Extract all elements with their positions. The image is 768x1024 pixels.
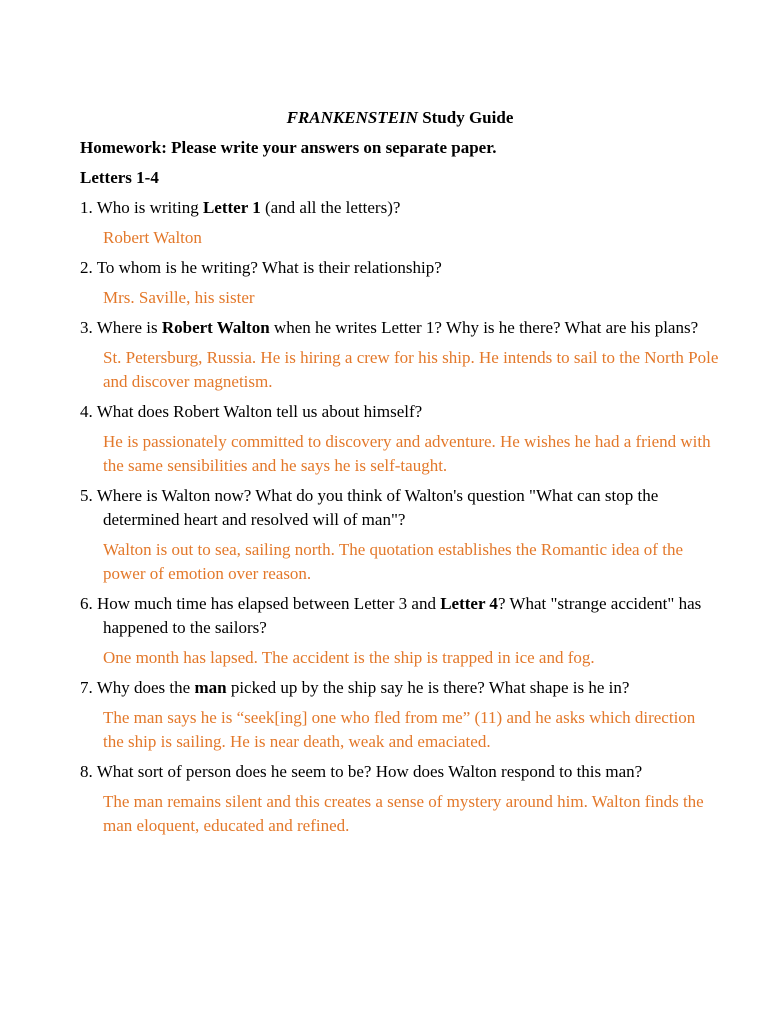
question-text: Why does the <box>96 678 195 697</box>
question-6 <box>80 592 720 640</box>
question-text: Where is Walton now? What do you think of Walton's question "What can stop the determined heart and resolved will of man"? <box>96 486 659 529</box>
question-text: Who is writing <box>96 198 203 217</box>
question-number: 8. <box>80 762 93 781</box>
question-text: To whom is he writing? What is their relationship? <box>96 258 442 277</box>
question-text: Where is <box>96 318 162 337</box>
question-list <box>80 196 720 838</box>
question-number: 1. <box>80 198 93 217</box>
question-text: What does Robert Walton tell us about himself? <box>96 402 423 421</box>
study-guide-page <box>80 106 720 844</box>
answer-3: St. Petersburg, Russia. He is hiring a crew for his ship. He intends to sail to the North Pole and discover magnetism. <box>103 348 719 391</box>
answer-1: Robert Walton <box>103 228 202 247</box>
question-4 <box>80 400 720 424</box>
question-5 <box>80 484 720 532</box>
answer-8: The man remains silent and this creates a sense of mystery around him. Walton finds the man eloquent, educated and refined. <box>103 792 704 835</box>
question-bold-text: Robert Walton <box>161 318 270 337</box>
homework-instruction: Homework: Please write your answers on separate paper. <box>80 138 497 157</box>
question-number: 3. <box>80 318 93 337</box>
question-bold-text: Letter 1 <box>202 198 261 217</box>
question-2 <box>80 256 720 280</box>
question-number: 5. <box>80 486 93 505</box>
answer-2: Mrs. Saville, his sister <box>103 288 255 307</box>
question-number: 6. <box>80 594 93 613</box>
question-7 <box>80 676 720 700</box>
page-title <box>80 106 720 130</box>
question-text: when he writes Letter 1? Why is he there? What are his plans? <box>269 318 699 337</box>
question-number: 7. <box>80 678 93 697</box>
answer-7: The man says he is “seek[ing] one who fled from me” (11) and he asks which direction the ship is sailing. He is near death, weak and emaciated. <box>103 708 696 751</box>
question-bold-text: Letter 4 <box>440 594 498 613</box>
question-8 <box>80 760 720 784</box>
question-text: How much time has elapsed between Letter 3 and <box>97 594 441 613</box>
answer-5: Walton is out to sea, sailing north. The quotation establishes the Romantic idea of the power of emotion over reason. <box>103 540 683 583</box>
question-number: 4. <box>80 402 93 421</box>
title-italic: FRANKENSTEIN <box>286 108 418 127</box>
answer-4: He is passionately committed to discovery and adventure. He wishes he had a friend with the same sensibilities and he says he is self-taught. <box>103 432 711 475</box>
question-1 <box>80 196 720 220</box>
question-text: (and all the letters)? <box>260 198 401 217</box>
question-text: What sort of person does he seem to be? How does Walton respond to this man? <box>96 762 643 781</box>
question-text: ? What "strange accident" has happened to the sailors? <box>103 594 702 637</box>
question-3 <box>80 316 720 340</box>
question-bold-text: man <box>194 678 227 697</box>
question-number: 2. <box>80 258 93 277</box>
question-text: picked up by the ship say he is there? What shape is he in? <box>226 678 630 697</box>
title-rest: Study Guide <box>417 108 514 127</box>
answer-6: One month has lapsed. The accident is the ship is trapped in ice and fog. <box>103 648 595 667</box>
section-heading: Letters 1-4 <box>80 168 159 187</box>
